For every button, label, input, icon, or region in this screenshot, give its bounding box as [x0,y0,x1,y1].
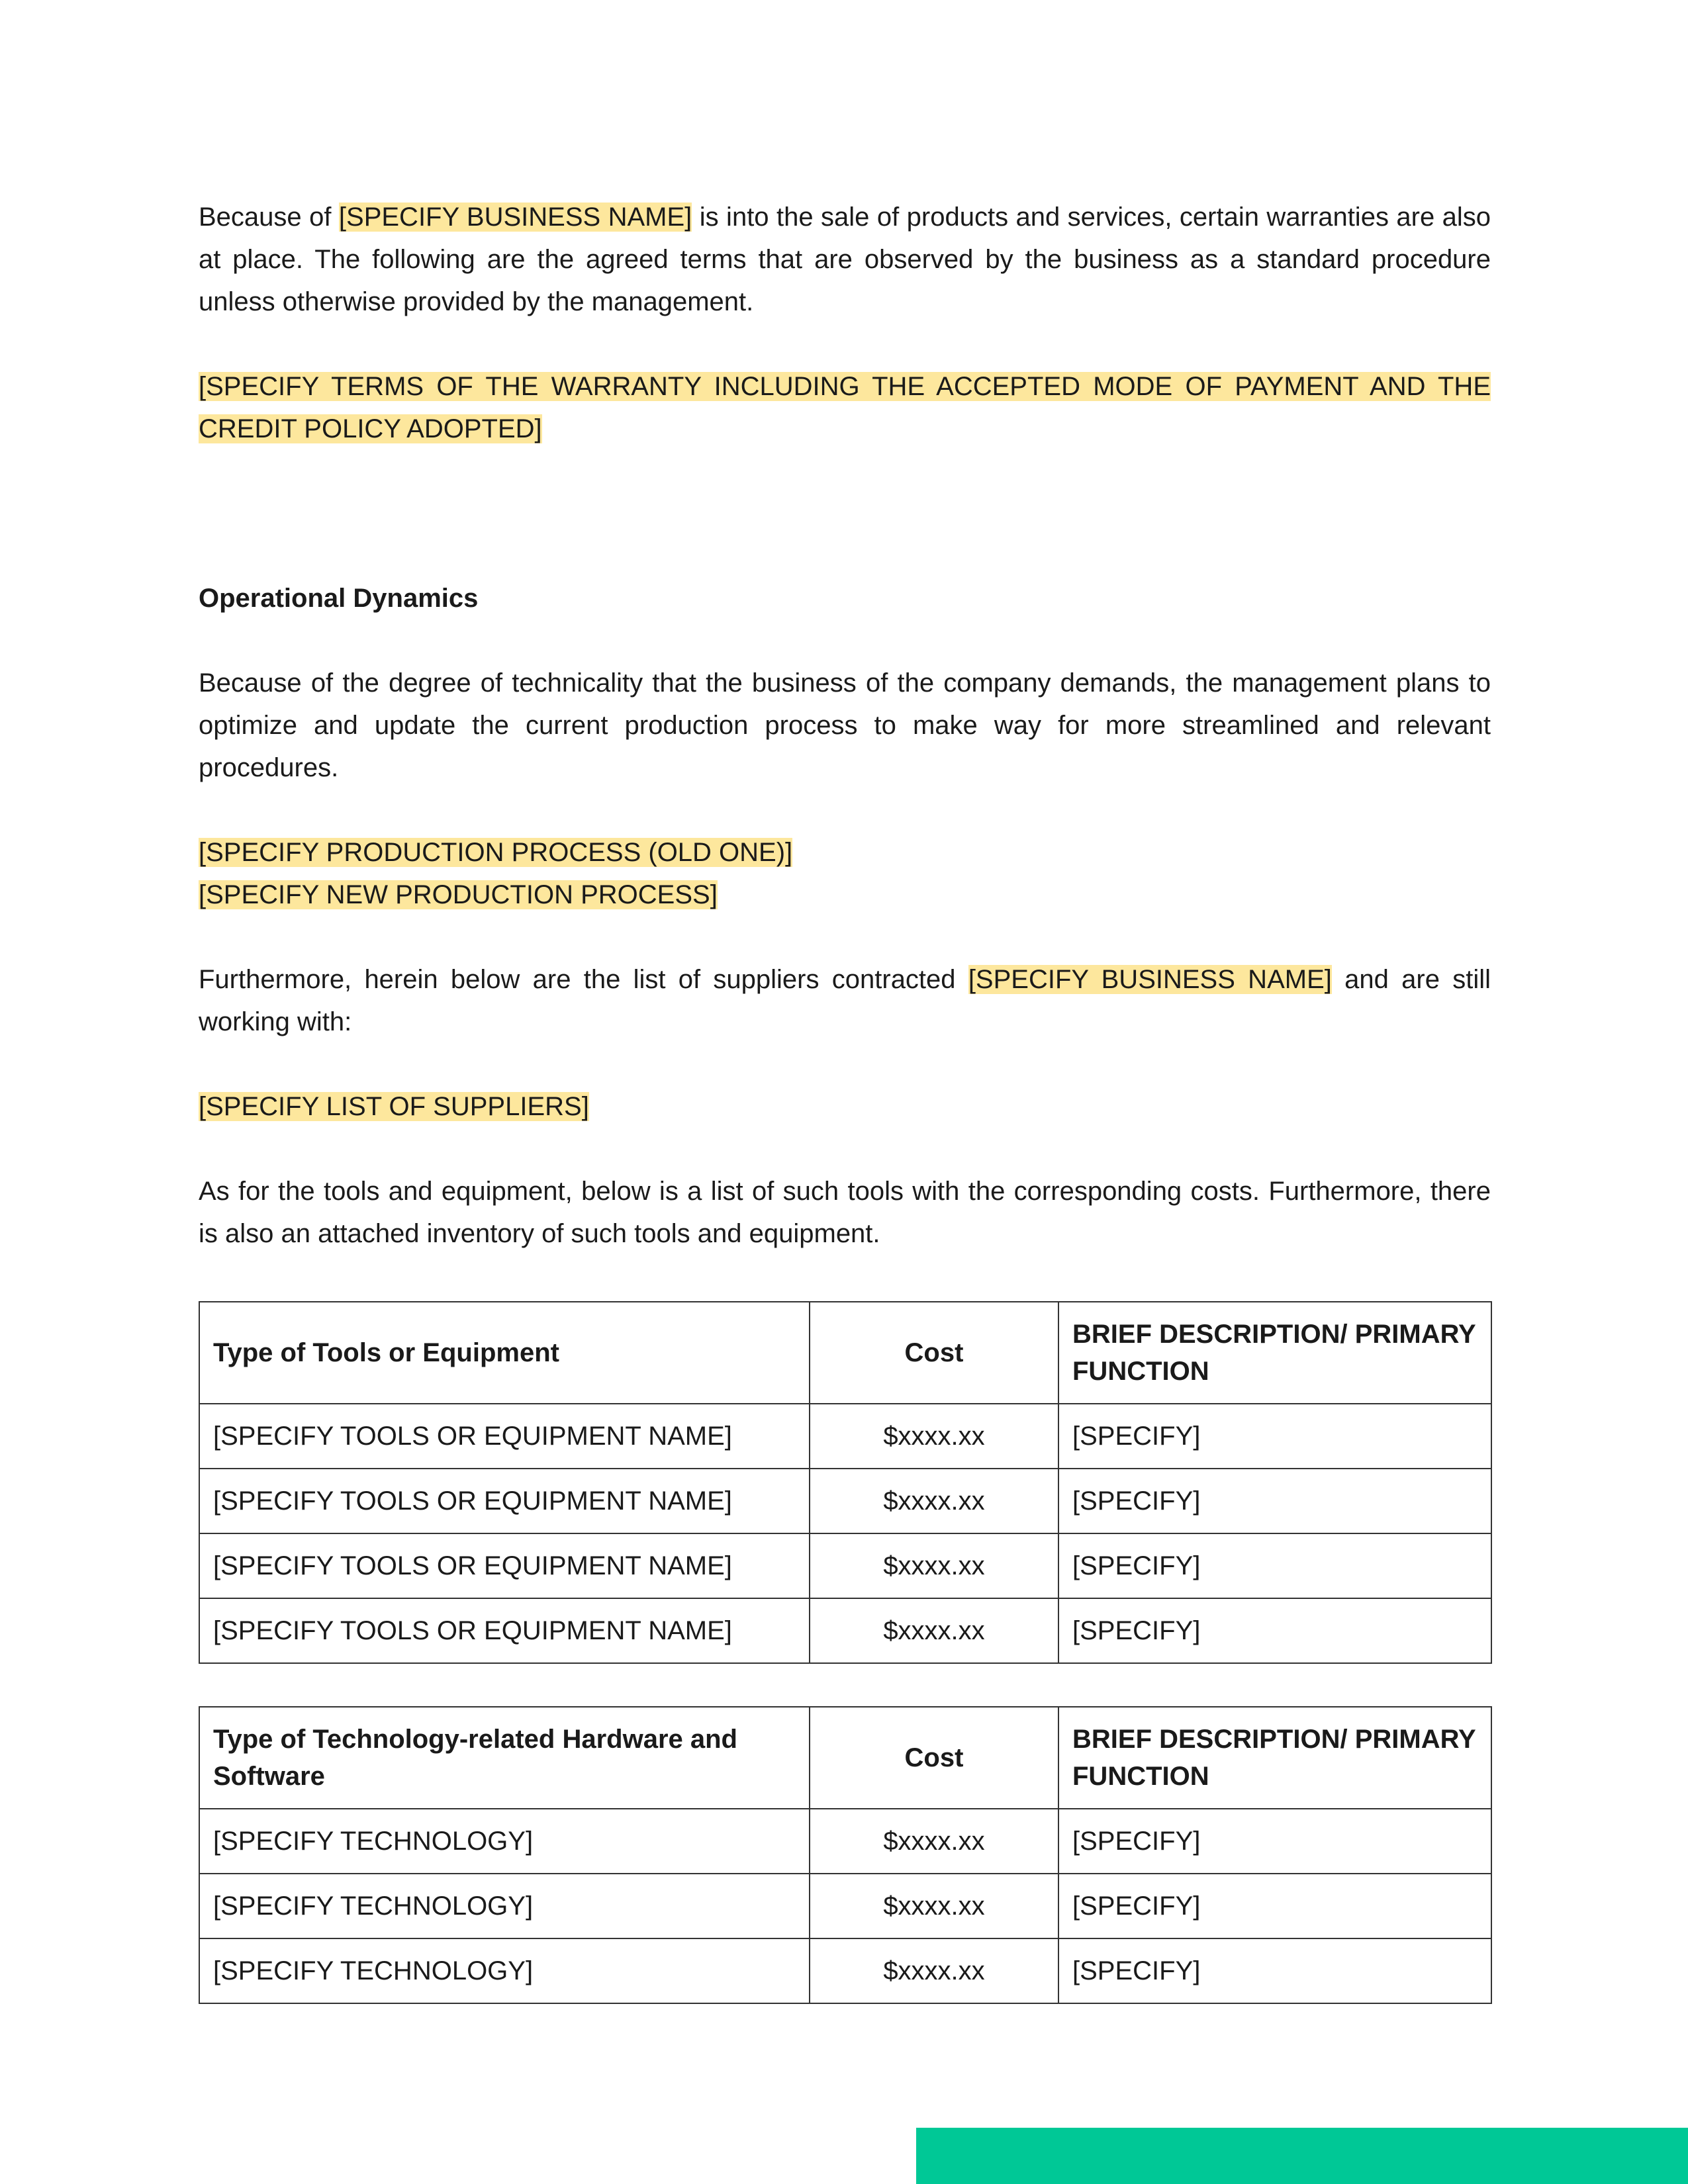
new-process-placeholder [199,874,1491,916]
table-row [199,1533,1491,1598]
table-cell: $xxxx.xx [810,1874,1058,1938]
old-process-text: [SPECIFY PRODUCTION PROCESS (OLD ONE)] [199,838,793,867]
footer-accent-bar [916,2128,1688,2184]
table-cell: [SPECIFY] [1058,1938,1491,2003]
table-cell: [SPECIFY] [1058,1469,1491,1533]
table-header-cell: BRIEF DESCRIPTION/ PRIMARY FUNCTION [1058,1302,1491,1404]
suppliers-business-name-placeholder: [SPECIFY BUSINESS NAME] [968,965,1332,994]
table-cell: [SPECIFY TOOLS OR EQUIPMENT NAME] [199,1469,810,1533]
table-row [199,1598,1491,1663]
intro-suffix: is into the sale of products and services, certain warranties are also at place. The following are the agreed terms that are observed by the business as a standard procedure unless otherwise provided by the management. [199,203,1491,316]
table-cell: $xxxx.xx [810,1469,1058,1533]
table-cell: [SPECIFY] [1058,1598,1491,1663]
table-cell: [SPECIFY TECHNOLOGY] [199,1874,810,1938]
table-cell: $xxxx.xx [810,1533,1058,1598]
table-row [199,1874,1491,1938]
tools-table [199,1301,1492,1664]
section-heading: Operational Dynamics [199,584,479,613]
table-cell: [SPECIFY] [1058,1874,1491,1938]
table-cell: [SPECIFY TOOLS OR EQUIPMENT NAME] [199,1598,810,1663]
table-cell: [SPECIFY] [1058,1809,1491,1874]
table-cell: $xxxx.xx [810,1809,1058,1874]
table-header-cell: Type of Tools or Equipment [199,1302,810,1404]
table-header-cell: Type of Technology-related Hardware and Software [199,1707,810,1809]
table-cell: [SPECIFY TECHNOLOGY] [199,1938,810,2003]
table-cell: $xxxx.xx [810,1404,1058,1469]
suppliers-list-text: [SPECIFY LIST OF SUPPLIERS] [199,1092,589,1121]
old-process-placeholder [199,831,1491,874]
table-header-row [199,1707,1491,1809]
business-name-placeholder: [SPECIFY BUSINESS NAME] [338,203,692,232]
suppliers-list-placeholder [199,1085,1491,1128]
suppliers-prefix: Furthermore, herein below are the list of suppliers contracted [199,965,968,994]
table-cell: $xxxx.xx [810,1938,1058,2003]
document-page [199,196,1491,2004]
warranty-terms-placeholder [199,365,1491,450]
table-row [199,1404,1491,1469]
table-row [199,1809,1491,1874]
table-header-cell: BRIEF DESCRIPTION/ PRIMARY FUNCTION [1058,1707,1491,1809]
warranty-terms-text: [SPECIFY TERMS OF THE WARRANTY INCLUDING THE ACCEPTED MODE OF PAYMENT AND THE CREDIT POLICY ADOPTED] [199,372,1491,443]
operational-paragraph: Because of the degree of technicality that the business of the company demands, the management plans to optimize and update the current production process to make way for more streamlined and relevant procedures. [199,668,1491,782]
new-process-text: [SPECIFY NEW PRODUCTION PROCESS] [199,880,718,909]
suppliers-suffix: and are still working with: [199,965,1491,1036]
table-cell: [SPECIFY TOOLS OR EQUIPMENT NAME] [199,1404,810,1469]
tools-paragraph: As for the tools and equipment, below is a list of such tools with the corresponding costs. Furthermore, there is also an attached inventory of such tools and equipment. [199,1177,1491,1248]
table-cell: $xxxx.xx [810,1598,1058,1663]
intro-paragraph [199,196,1491,323]
technology-table [199,1706,1492,2004]
intro-prefix: Because of [199,203,339,232]
table-header-cell: Cost [810,1707,1058,1809]
table-row [199,1469,1491,1533]
table-cell: [SPECIFY] [1058,1404,1491,1469]
suppliers-paragraph [199,958,1491,1043]
table-header-cell: Cost [810,1302,1058,1404]
table-cell: [SPECIFY TECHNOLOGY] [199,1809,810,1874]
table-cell: [SPECIFY TOOLS OR EQUIPMENT NAME] [199,1533,810,1598]
table-cell: [SPECIFY] [1058,1533,1491,1598]
table-header-row [199,1302,1491,1404]
table-row [199,1938,1491,2003]
